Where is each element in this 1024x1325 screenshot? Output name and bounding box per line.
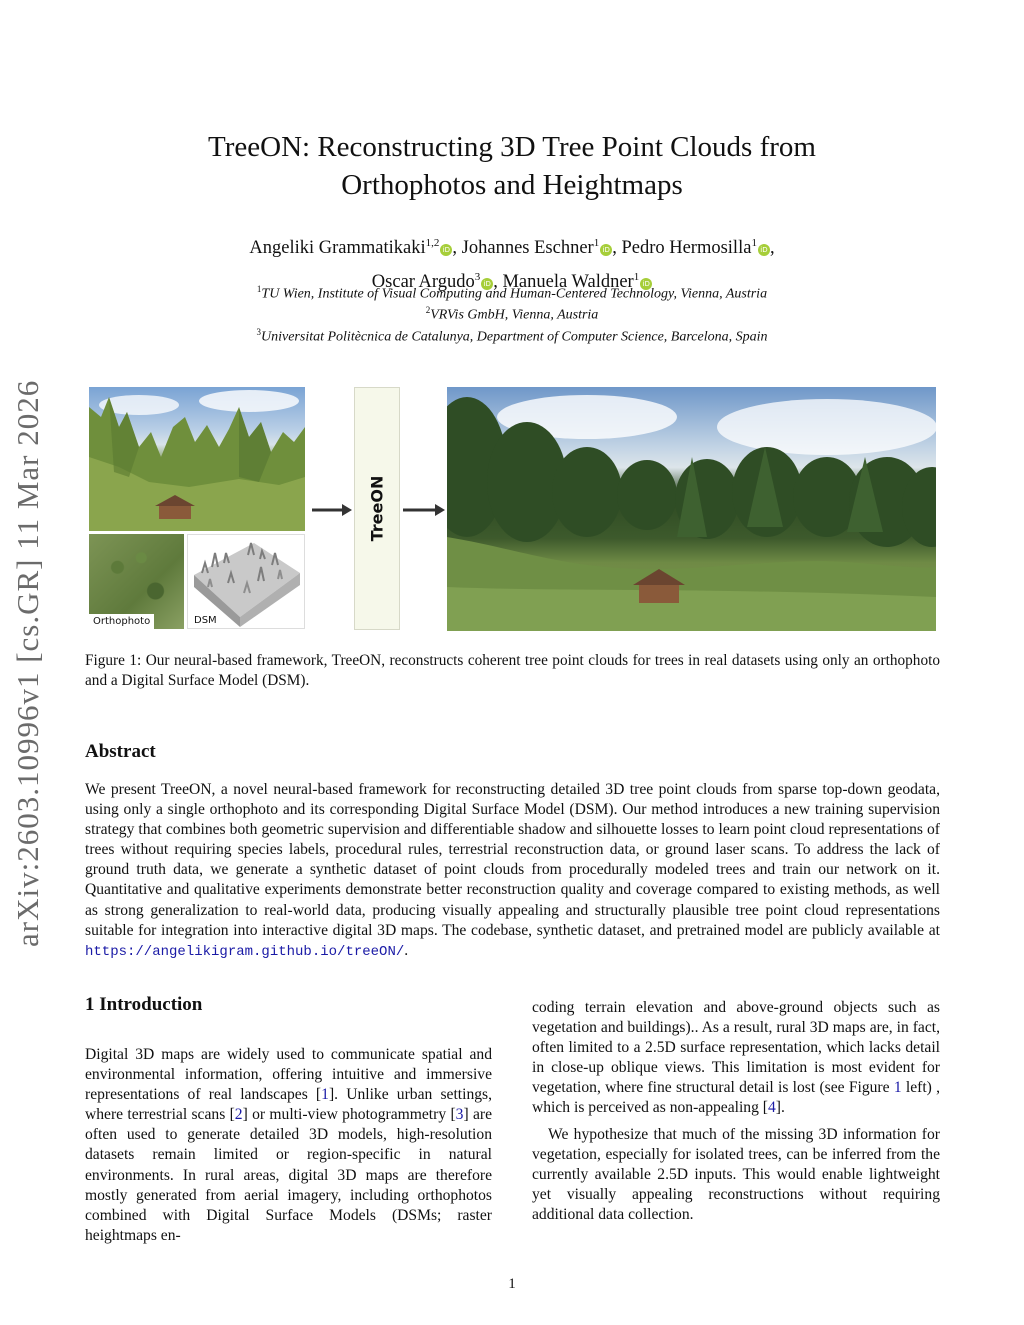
arrow-right-icon <box>312 500 352 520</box>
reconstructed-forest-render <box>447 387 936 631</box>
treeon-model-label: TreeON <box>367 475 387 542</box>
author-separator: , <box>769 238 775 259</box>
author-line-1 <box>120 229 904 263</box>
abstract-heading: Abstract <box>85 741 156 762</box>
intro-left-column <box>85 1045 492 1246</box>
author-separator: , <box>452 238 462 259</box>
affiliation-mark: 2 <box>425 305 431 315</box>
page-number: 1 <box>508 1276 516 1292</box>
intro-text: left) , which is perceived as non-appealing [ <box>532 1079 941 1117</box>
orthophoto-image <box>89 534 184 629</box>
author-separator: , <box>493 272 503 293</box>
orcid-icon[interactable]: iD <box>440 244 452 256</box>
arrow-right-icon <box>403 500 445 520</box>
author-name: Angeliki Grammatikaki <box>249 238 426 259</box>
intro-text: Digital 3D maps are widely used to communicate spatial and environmental information, offering intuitive and immersive representations of real landscapes [ <box>85 1046 492 1104</box>
abstract-end: . <box>404 941 409 959</box>
abstract-body <box>85 780 940 962</box>
arxiv-identifier: arXiv:2603.10996v1 [cs.GR] 11 Mar 2026 <box>10 379 45 947</box>
author-name: Manuela Waldner <box>502 272 634 293</box>
treeon-model-box <box>354 387 400 630</box>
dsm-label: DSM <box>190 613 221 628</box>
orthophoto-label: Orthophoto <box>89 614 154 629</box>
author-name: Johannes Eschner <box>461 238 594 259</box>
author-affiliation-mark: 1,2 <box>425 237 440 249</box>
title-line-1: TreeON: Reconstructing 3D Tree Point Clouds from <box>208 131 816 163</box>
dsm-image <box>187 534 305 629</box>
orcid-icon[interactable]: iD <box>600 244 612 256</box>
citation-link[interactable]: 2 <box>234 1106 243 1124</box>
intro-text: ]. Unlike urban settings, where terrestrial scans [ <box>85 1086 493 1124</box>
author-affiliation-mark: 3 <box>474 271 481 284</box>
paper-title <box>150 128 874 204</box>
figure-caption: Figure 1: Our neural-based framework, TreeON, reconstructs coherent tree point clouds for trees in real datasets using only an orthophoto and a Digital Surface Model (DSM). <box>85 652 940 689</box>
title-line-2: Orthophotos and Heightmaps <box>341 169 683 201</box>
intro-paragraph <box>532 998 940 1119</box>
forest-illustration <box>447 387 936 631</box>
author-name: Pedro Hermosilla <box>621 238 752 259</box>
intro-text: ]. <box>775 1099 785 1117</box>
intro-text: ] are often used to generate detailed 3D models, high-resolution datasets remain limited or region-specific in natural environments. In rural areas, digital 3D maps are therefore mostly generated from aerial imagery, including orthophotos combined with Digital Surface Models (DSMs; raster heightmaps en- <box>85 1106 492 1244</box>
citation-link[interactable]: 1 <box>321 1086 329 1104</box>
project-url-link[interactable]: https://angelikigram.github.io/treeON/ <box>85 943 405 960</box>
introduction-heading: 1 Introduction <box>85 994 203 1015</box>
terrain-illustration <box>89 387 305 531</box>
intro-paragraph-2: We hypothesize that much of the missing 3D information for vegetation, especially for isolated trees, can be inferred from the currently available 2.5D inputs. This would enable lightweight yet visually appealing reconstructions without requiring additional data collection. <box>532 1125 940 1223</box>
citation-link[interactable]: 3 <box>455 1106 464 1124</box>
affiliation-text: Universitat Politècnica de Catalunya, Department of Computer Science, Barcelona, Spain <box>261 329 768 345</box>
citation-link[interactable]: 4 <box>768 1099 776 1117</box>
affiliation-text: VRVis GmbH, Vienna, Austria <box>430 307 599 323</box>
author-separator: , <box>612 238 622 259</box>
intro-text: ] or multi-view photogrammetry [ <box>242 1106 456 1124</box>
author-affiliation-mark: 1 <box>633 271 640 284</box>
orcid-icon[interactable]: iD <box>758 244 770 256</box>
author-affiliation-mark: 1 <box>751 237 757 249</box>
affiliation-text: TU Wien, Institute of Visual Computing and Human-Centered Technology, Vienna, Austria <box>261 286 768 302</box>
orcid-icon[interactable]: iD <box>481 278 493 290</box>
author-affiliation-mark: 1 <box>593 237 600 249</box>
author-name: Oscar Argudo <box>371 272 475 293</box>
affiliation-mark: 3 <box>256 327 261 337</box>
affiliation-3 <box>120 322 904 348</box>
figure-reference-link[interactable]: 1 <box>893 1079 902 1097</box>
intro-right-column <box>532 998 940 1225</box>
affiliation-mark: 1 <box>256 284 262 294</box>
terrain-heightmap-image <box>89 387 305 531</box>
intro-text: coding terrain elevation and above-ground objects such as vegetation and buildings).. As a result, rural 3D maps are, in fact, often limited to a 2.5D surface representation, which lacks detail in close-up oblique views. This limitation is most evident for vegetation, where fine structural detail is lost (see Figure <box>532 999 940 1097</box>
orcid-icon[interactable]: iD <box>640 278 652 290</box>
abstract-text: We present TreeON, a novel neural-based framework for reconstructing detailed 3D tree point clouds from sparse top-down geodata, using only a single orthophoto and its corresponding Digital Surface Model (DSM). Our method introduces a new training supervision strategy that combines both geometric supervision and differentiable shadow and silhouette losses to learn point cloud representations of trees without requiring species labels, procedural rules, terrestrial reconstruction data, or ground laser scans. To address the lack of ground truth data, we generate a synthetic dataset of point clouds from procedurally modeled trees and train our network on it. Quantitative and qualitative experiments demonstrate better reconstruction quality and coverage compared to existing methods, as well as strong generalization to real-world data, producing visually appealing and structurally plausible tree point cloud representations suitable for integration into interactive digital 3D maps. The codebase, synthetic dataset, and pretrained model are publicly available at <box>85 781 940 939</box>
